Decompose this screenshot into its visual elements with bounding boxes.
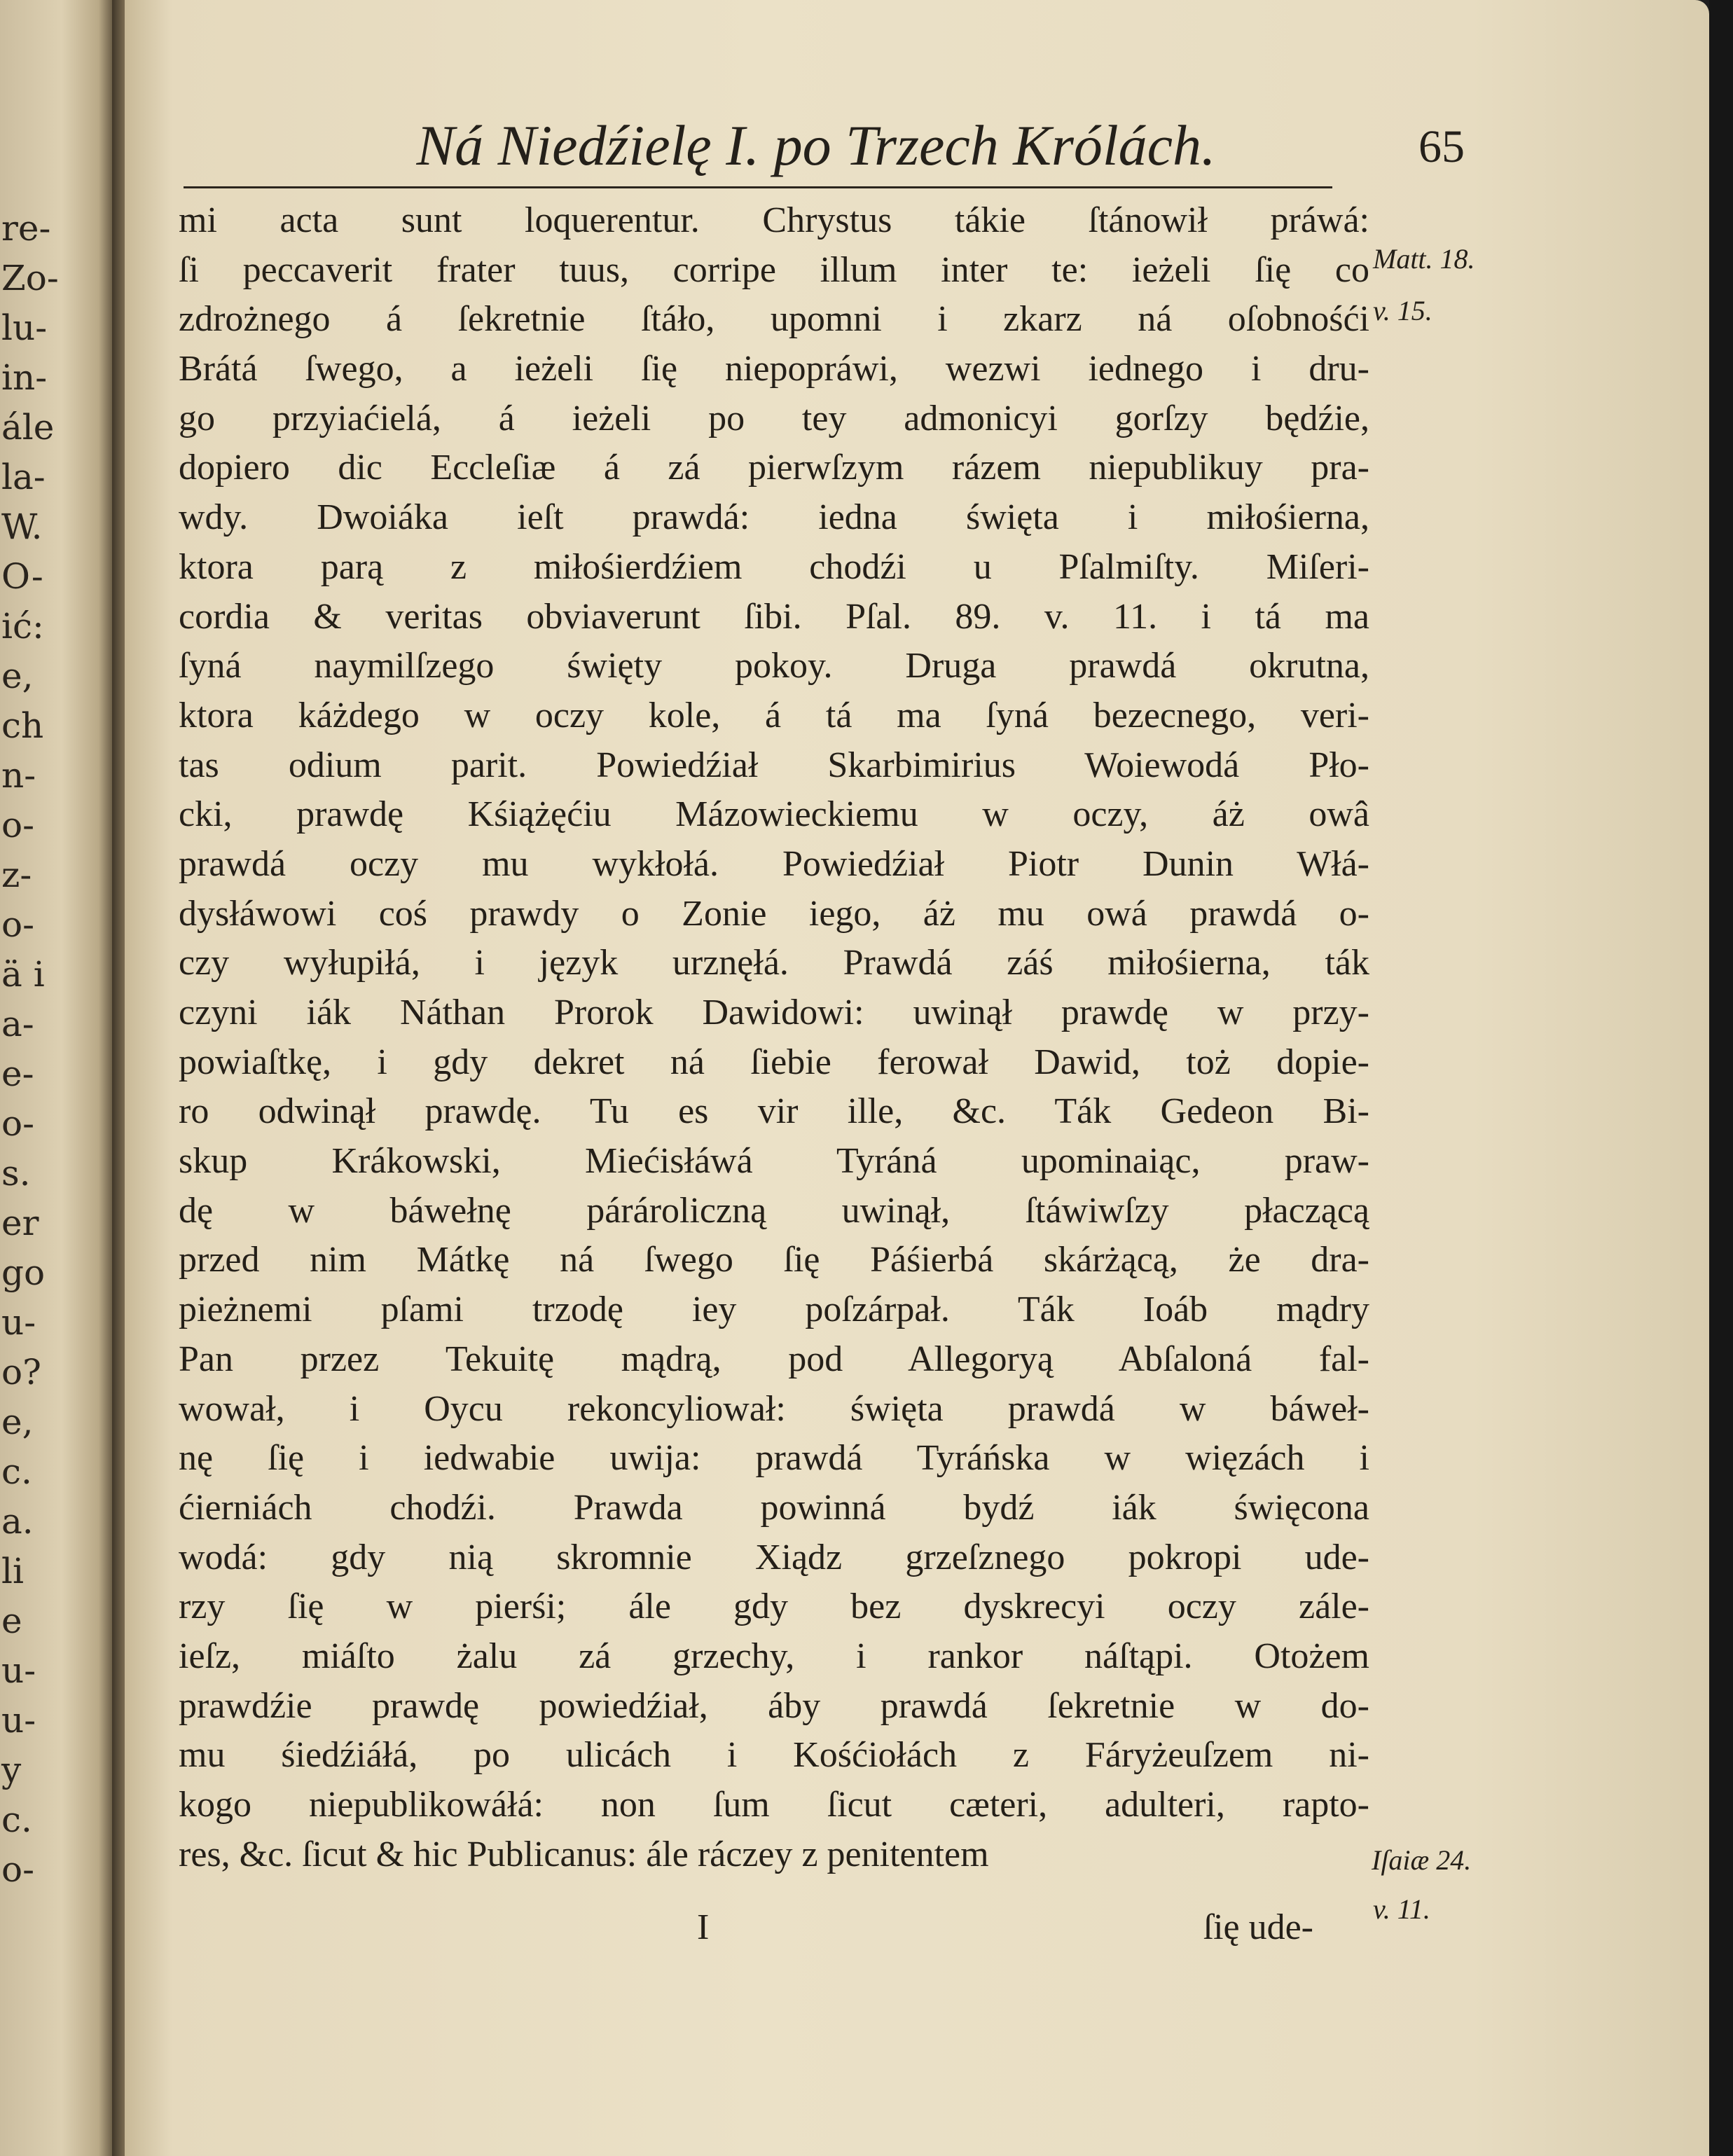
- left-page-fragment: e,: [1, 1402, 34, 1442]
- left-page-fragment: re-: [1, 208, 51, 249]
- text-line: wodá: gdy nią skromnie Xiądz grzeſznego pokropi ude-: [179, 1537, 1369, 1577]
- margin-note: v. 15.: [1373, 295, 1432, 326]
- text-line: wował, i Oycu rekoncyliował: święta prawdá w báweł-: [179, 1388, 1369, 1429]
- text-line: Brátá ſwego, a ieżeli ſię niepopráwi, wezwi iednego i dru-: [179, 349, 1369, 389]
- left-page-fragment: a-: [1, 1004, 34, 1044]
- text-line: kogo niepublikowáłá: non ſum ſicut cæteri, adulteri, rapto-: [179, 1785, 1369, 1825]
- left-page-fragment: o?: [1, 1352, 41, 1393]
- text-line: ćierniách chodźi. Prawda powinná bydź iák święcona: [179, 1487, 1369, 1528]
- text-line: przed nim Mátkę ná ſwego ſię Páśierbá skárżącą, że dra-: [179, 1240, 1369, 1280]
- left-page-fragment: e-: [1, 1053, 34, 1094]
- catchword-row: [179, 1900, 1369, 1956]
- left-page-fragment: u-: [1, 1302, 36, 1343]
- left-page-fragment: Zo-: [1, 258, 59, 298]
- book-gutter: [112, 0, 125, 2156]
- text-line: go przyiaćielá, á ieżeli po tey admonicyi gorſzy będźie,: [179, 398, 1369, 438]
- left-page-fragment: la-: [1, 457, 46, 497]
- scan-background: [1709, 0, 1733, 2156]
- left-page-fragment: a.: [1, 1501, 34, 1542]
- text-line: tas odium parit. Powiedźiał Skarbimirius Woiewodá Pło-: [179, 745, 1369, 785]
- text-line: skup Krákowski, Miećisłáwá Tyráná upominaiąc, praw-: [179, 1141, 1369, 1182]
- text-line: Pan przez Tekuitę mądrą, pod Allegoryą Abſaloná fal-: [179, 1339, 1369, 1379]
- text-line: nę ſię i iedwabie uwija: prawdá Tyráńska w więzách i: [179, 1438, 1369, 1479]
- text-line: czyni iák Náthan Prorok Dawidowi: uwinął prawdę w przy-: [179, 993, 1369, 1032]
- page-number: 65: [1418, 121, 1465, 172]
- header-rule: [184, 186, 1332, 188]
- left-page-fragment: in-: [1, 357, 48, 398]
- left-page-fragment: u-: [1, 1700, 36, 1741]
- text-line: ro odwinął prawdę. Tu es vir ille, &c. Ták Gedeon Bi-: [179, 1091, 1369, 1132]
- margin-note: Matt. 18.: [1373, 243, 1475, 275]
- left-page-fragment: W.: [1, 506, 43, 547]
- left-page-fragment: c.: [1, 1451, 32, 1492]
- left-page-fragment: e,: [1, 656, 34, 696]
- text-line: rzy ſię w pierśi; ále gdy bez dyskrecyi oczy zále-: [179, 1587, 1369, 1627]
- text-line: pieżnemi pſami trzodę iey poſzárpał. Ták Ioáb mądry: [179, 1290, 1369, 1330]
- text-line: czy wyłupiłá, i język urznęłá. Prawdá záś miłośierna, ták: [179, 943, 1369, 983]
- left-page-fragment: n-: [1, 755, 36, 796]
- left-page-fragment: o-: [1, 1103, 34, 1144]
- text-line: cki, prawdę Kśiążęćiu Mázowieckiemu w oczy, áż owâ: [179, 794, 1369, 835]
- text-line: ktora káżdego w oczy kole, á tá ma ſyná bezecnego, veri-: [179, 695, 1369, 735]
- left-page-fragment: u-: [1, 1650, 36, 1691]
- left-page-fragment: ić:: [1, 606, 44, 647]
- catchword: ſię ude-: [1203, 1907, 1313, 1947]
- text-line: powiaſtkę, i gdy dekret ná ſiebie ferował Dawid, toż dopie-: [179, 1042, 1369, 1082]
- left-page-fragment: s.: [1, 1153, 31, 1194]
- left-page-fragment: z-: [1, 855, 32, 895]
- text-line: ieſz, miáſto żalu zá grzechy, i rankor náſtąpi. Otożem: [179, 1636, 1369, 1676]
- left-page-fragment: ch: [1, 705, 44, 746]
- running-head: Ná Niedźielę I. po Trzech Królách.: [416, 113, 1216, 177]
- left-page-fragment: y: [1, 1750, 22, 1790]
- left-page-fragment: o-: [1, 805, 34, 845]
- left-page-fragment: li: [1, 1551, 24, 1591]
- left-page-fragment: o-: [1, 904, 34, 945]
- text-line: mi acta sunt loquerentur. Chrystus tákie ſtánowił práwá:: [179, 200, 1369, 240]
- left-page-fragment: ä i: [1, 954, 45, 995]
- text-line: dysłáwowi coś prawdy o Zonie iego, áż mu owá prawdá o-: [179, 893, 1369, 934]
- left-page-edge: [0, 0, 112, 2156]
- left-page-fragment: O-: [1, 556, 43, 597]
- text-line: ſi peccaverit frater tuus, corripe illum inter te: ieżeli ſię co: [179, 249, 1369, 290]
- left-page-fragment: c.: [1, 1799, 32, 1840]
- text-line: dopiero dic Eccleſiæ á zá pierwſzym rázem niepublikuy pra-: [179, 448, 1369, 488]
- left-page-fragment: er: [1, 1203, 39, 1243]
- text-line: dę w báwełnę párároliczną uwinął, ſtáwiwſzy płaczącą: [179, 1190, 1369, 1231]
- text-line: mu śiedźiáłá, po ulicách i Kośćiołách z Fáryżeuſzem ni-: [179, 1735, 1369, 1776]
- signature-mark: I: [697, 1907, 710, 1947]
- margin-note: Iſaiæ 24.: [1372, 1844, 1472, 1876]
- left-page-fragment: o-: [1, 1849, 34, 1890]
- left-page-fragment: e: [1, 1601, 22, 1641]
- text-line: wdy. Dwoiáka ieſt prawdá: iedna święta i miłośierna,: [179, 497, 1369, 538]
- text-line: res, &c. ſicut & hic Publicanus: ále ráczey z penitentem: [179, 1834, 989, 1874]
- text-line: ſyná naymilſzego święty pokoy. Druga prawdá okrutna,: [179, 646, 1369, 686]
- text-line: prawdá oczy mu wykłołá. Powiedźiał Piotr Dunin Włá-: [179, 843, 1369, 884]
- text-line: ktora parą z miłośierdźiem chodźi u Pſalmiſty. Miſeri-: [179, 546, 1369, 587]
- text-line: zdrożnego á ſekretnie ſtáło, upomni i zkarz ná oſobnośći: [179, 299, 1369, 340]
- text-line: cordia & veritas obviaverunt ſibi. Pſal. 89. v. 11. i tá ma: [179, 596, 1369, 637]
- left-page-fragment: go: [1, 1252, 46, 1293]
- left-page-fragment: lu-: [1, 307, 48, 348]
- body-text: [179, 196, 1369, 1879]
- text-line: prawdźie prawdę powiedźiał, áby prawdá ſekretnie w do-: [179, 1685, 1369, 1726]
- left-page-fragment: ále: [1, 407, 55, 448]
- margin-note: v. 11.: [1373, 1893, 1430, 1925]
